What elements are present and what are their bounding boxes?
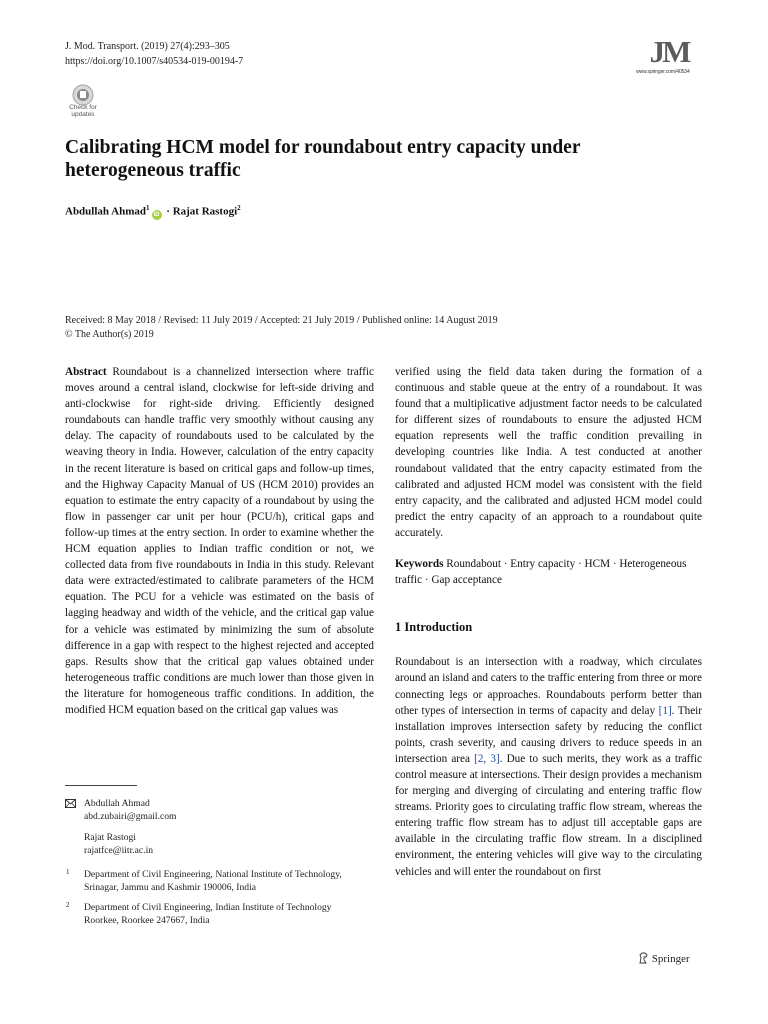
doi-link[interactable]: https://doi.org/10.1007/s40534-019-00194-7 (65, 56, 244, 67)
abstract-continuation: verified using the field data taken during the formation of a continuous and stable queue at the entry of a roundabout. It was found that a multiplicative adjustment factor needs to be calculated for different sizes of roundabouts to ensure the adjusted HCM equation represents well the traffic condition prevailing in developing countries like India. A test conducted at another roundabout validated that the entry capacity estimated from the calibrated and adjusted HCM model was consistent with the field entry capacity, and the calibrated and adjusted HCM model could predict the entry capacity of an approach to a roundabout quite accurately. (395, 366, 702, 539)
springer-horse-icon (638, 952, 649, 964)
correspondent-name: Rajat Rastogi (84, 832, 136, 843)
author-list (65, 204, 241, 220)
author-name[interactable]: Abdullah Ahmad (65, 205, 147, 218)
correspondent-email[interactable]: abd.zubairi@gmail.com (84, 811, 177, 822)
journal-logo-url[interactable]: www.springer.com/40534 (636, 69, 690, 75)
section-heading: 1 Introduction (395, 620, 473, 635)
publication-history (65, 314, 498, 342)
footnote-divider (65, 785, 137, 786)
abstract-text: Roundabout is a channelized intersection where traffic moves around a central island, clockwise for left-side driving and anti-clockwise for right-side driving. Efficiently designed roundabouts can handle traffic very smoothly without causing any delay. The capacity of roundabouts used to be calculated by the weaving theory in India. However, calculation of the entry capacity in the recent literature is based on critical gaps and follow-up times, and the Highway Capacity Manual of US (HCM 2010) provides an equation to estimate the entry capacity of a roundabout by using the flow in passenger car unit per hour (PCU/h), critical gaps and follow-up times at the entry section. In order to examine whether the HCM equation applies to Indian traffic condition or not, we collected data from five roundabouts in India in this study. Relevant data were extracted/estimated to calibrate parameters of the HCM equation. The PCU for a vehicle was estimated on the basis of lagging headway and width of the vehicle, and the critical gap value for a vehicle was estimated by minimizing the sum of absolute difference in a gap with respect to the highest rejected and accepted gaps. Results show that the critical gap values obtained under heterogeneous traffic conditions are much lower than those given in the literature for homogeneous traffic conditions. In addition, the modified HCM equation based on the critical gap values was (65, 366, 375, 716)
publisher-name: Springer (651, 953, 690, 965)
check-for-updates-label: Check for updates (69, 104, 97, 118)
paper-title: Calibrating HCM model for roundabout entry capacity under heterogeneous traffic (65, 137, 581, 181)
intro-text: . Their installation improves intersection safety by reducing the conflict points, crash severity, and causing drivers to reduce speeds in an intersection area (395, 704, 702, 765)
envelope-icon (65, 799, 76, 808)
affiliation-number: 2 (66, 901, 70, 909)
copyright-line: © The Author(s) 2019 (65, 329, 154, 340)
affiliation-number: 1 (66, 868, 70, 876)
author-name[interactable]: Rajat Rastogi (172, 205, 238, 218)
right-column (395, 364, 702, 880)
journal-logo-text: JM (649, 36, 689, 69)
keywords-label: Keywords (395, 558, 444, 571)
keywords-text: Roundabout · Entry capacity · HCM · Heterogeneous traffic · Gap acceptance (395, 558, 687, 587)
intro-text: Roundabout is an intersection with a roadway, which circulates around an island and caters to the traffic entering from three or more connecting legs or approaches. Roundabouts perform better than other types of intersection in terms of capacity and delay (395, 656, 702, 717)
intro-text: . Due to such merits, they work as a traffic control measure at intersections. Their design provides a mechanism for merging and diverging of circulating and entering traffic flow streams. Priority goes to circulating traffic flow stream, whereas the entering traffic flow stream has to adjust till acceptable gaps are available in the circulating traffic flow stream. In a disciplined environment, the entering vehicles will give way to the circulating vehicles and will enter the roundabout on first (395, 752, 702, 878)
author-separator: · (166, 205, 170, 218)
citation-link[interactable]: [1] (658, 704, 672, 717)
author-affiliation-mark: 1 (146, 204, 150, 212)
citation-link[interactable]: [2, 3] (474, 752, 500, 765)
abstract-label: Abstract (65, 366, 107, 378)
correspondent-name: Abdullah Ahmad (84, 798, 150, 809)
journal-citation: J. Mod. Transport. (2019) 27(4):293–305 (65, 41, 230, 52)
affiliation-text: Department of Civil Engineering, Indian Institute of Technology Roorkee, Roorkee 247667, India (84, 902, 332, 926)
publisher-mark (638, 952, 690, 965)
introduction-paragraph (395, 654, 702, 879)
keywords (395, 556, 702, 588)
correspondence-block (84, 797, 354, 857)
correspondent-email[interactable]: rajatfce@iitr.ac.in (84, 845, 154, 856)
orcid-icon[interactable]: iD (153, 211, 160, 218)
affiliation-text: Department of Civil Engineering, National Institute of Technology, Srinagar, Jammu and Kashmir 190006, India (84, 869, 342, 893)
abstract-paragraph (65, 364, 374, 718)
abstract-column (65, 364, 374, 718)
history-dates: Received: 8 May 2018 / Revised: 11 July 2019 / Accepted: 21 July 2019 / Published online: 14 August 2019 (65, 315, 498, 326)
author-affiliation-mark: 2 (237, 204, 241, 212)
